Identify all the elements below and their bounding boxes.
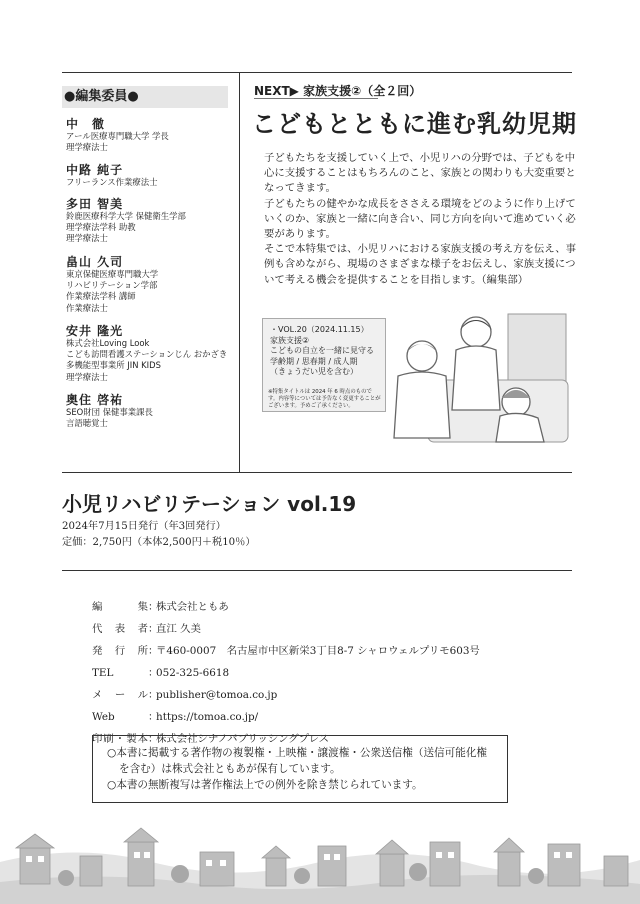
member-5 — [66, 324, 238, 383]
top-rule — [62, 72, 572, 73]
volume-line: こどもの自立を一緒に見守る — [270, 346, 374, 356]
colophon — [92, 596, 480, 750]
colophon-label: 編集 — [92, 601, 148, 613]
volume-line: 学齢期 / 思春期 / 成人期 — [270, 356, 358, 366]
description-paragraph: そこで本特集では、小児リハにおける家族支援の考え方を伝え、事例も含めながら、現場のさまざまな様子をお伝えし、家族支援について考える機会を提供することを目指します。（編集部） — [264, 243, 577, 286]
colophon-value[interactable]: publisher@tomoa.co.jp — [156, 689, 278, 701]
member-affiliation: 多機能型事業所 JIN KIDS — [66, 360, 161, 371]
issue-date: 2024年7月15日発行（年3回発行） — [62, 521, 226, 532]
member-affiliation: 作業療法学科 講師 — [66, 291, 136, 302]
colophon-value: 直江 久美 — [156, 623, 201, 635]
member-affiliation: 作業療法士 — [66, 302, 108, 313]
member-affiliation: こども訪問看護ステーションじん おかざき — [66, 349, 228, 360]
editorial-committee-header: ●編集委員● — [62, 86, 228, 108]
member-6 — [66, 393, 238, 429]
member-affiliation: リハビリテーション学部 — [66, 280, 158, 291]
colophon-label: 代表者 — [92, 623, 148, 635]
member-name: 奥住 啓祐 — [66, 393, 124, 407]
colophon-row-editor: 編集：株式会社ともあ — [92, 596, 480, 618]
notice-item: ○本書に掲載する著作物の複製権・上映権・譲渡権・公衆送信権（送信可能化権を含む）は株式会社ともあが保有しています。 — [107, 747, 488, 775]
member-affiliation: 理学療法学科 助教 — [66, 222, 136, 233]
colophon-row-printer: 印刷・製本：株式会社シナノパブリッシングプレス — [92, 728, 480, 750]
middle-rule — [62, 472, 572, 473]
colophon-value: 052-325-6618 — [156, 667, 230, 679]
member-affiliation: 言語聴覚士 — [66, 418, 108, 429]
colophon-row-publisher: 発行所：〒460-0007 名古屋市中区新栄3丁目8-7 シャロウェルプリモ603号 — [92, 640, 480, 662]
member-affiliation: 東京保健医療専門職大学 — [66, 269, 159, 279]
next-volume-info — [270, 325, 374, 378]
member-name: 中 徹 — [66, 117, 106, 131]
volume-line: 家族支援② — [270, 335, 310, 345]
member-name: 畠山 久司 — [66, 255, 124, 269]
colophon-value: 〒460-0007 名古屋市中区新栄3丁目8-7 シャロウェルプリモ603号 — [156, 645, 480, 657]
member-affiliation: フリーランス作業療法士 — [66, 177, 158, 187]
colophon-row-tel: TEL ：052-325-6618 — [92, 662, 480, 684]
colophon-row-email: メール：publisher@tomoa.co.jp — [92, 684, 480, 706]
book-title: 小児リハビリテーション vol.19 — [62, 492, 357, 516]
next-issue-label: NEXT▶ 家族支援②（全２回） — [254, 84, 422, 98]
issue-info — [62, 519, 256, 550]
next-issue-title: こどもとともに進む乳幼児期 — [252, 110, 577, 138]
colophon-label: メール — [92, 689, 148, 701]
volume-line: （きょうだい児を含む） — [270, 367, 358, 377]
colophon-row-representative: 代表者：直江 久美 — [92, 618, 480, 640]
column-divider — [239, 72, 240, 472]
member-affiliation: 株式会社Loving Look — [66, 338, 150, 348]
townscape-illustration — [0, 822, 640, 904]
member-4 — [66, 255, 238, 314]
member-name: 安井 隆光 — [66, 324, 124, 338]
member-affiliation: 理学療法士 — [66, 371, 108, 382]
price: 定価：2,750円（本体2,500円＋税10％） — [62, 536, 256, 548]
colophon-value[interactable]: https://tomoa.co.jp/ — [156, 711, 259, 723]
family-illustration — [388, 310, 578, 460]
member-3 — [66, 197, 238, 245]
colophon-label: Web — [92, 711, 115, 723]
volume-line: ・VOL.20（2024.11.15） — [270, 325, 369, 334]
copyright-notice — [92, 735, 508, 803]
member-2 — [66, 163, 238, 188]
colophon-value: 株式会社ともあ — [156, 601, 229, 613]
member-name: 多田 智美 — [66, 197, 124, 211]
member-affiliation: アール医療専門職大学 学長 — [66, 131, 169, 141]
member-affiliation: 理学療法士 — [66, 142, 108, 153]
description-paragraph: 子どもたちの健やかな成長をささえる環境をどのように作り上げていくのか、家族と一緒に向き合い、同じ方向を向いて進めていく必要があります。 — [264, 197, 576, 241]
next-label-underline — [254, 98, 378, 99]
member-1 — [66, 117, 238, 153]
colophon-value: 株式会社シナノパブリッシングプレス — [156, 733, 330, 745]
colophon-rule — [62, 570, 572, 571]
next-issue-description — [264, 151, 582, 288]
notice-item: ○本書の無断複写は著作権法上での例外を除き禁じられています。 — [107, 779, 423, 791]
volume-note: ※特集タイトルは 2024 年 6 時点のものです。内容等については予告なく変更することがございます。予めご了承ください。 — [268, 389, 381, 409]
colophon-row-web: Web ：https://tomoa.co.jp/ — [92, 706, 480, 728]
member-affiliation: 理学療法士 — [66, 233, 108, 244]
member-affiliation: SEO財団 保健事業課長 — [66, 407, 153, 417]
description-paragraph: 子どもたちを支援していく上で、小児リハの分野では、子どもを中心に支援することはもちろんのこと、家族との関わりも大変重要となってきます。 — [264, 152, 576, 195]
member-name: 中路 純子 — [66, 163, 124, 177]
colophon-label: 印刷・製本 — [92, 733, 148, 745]
colophon-label: TEL — [92, 667, 114, 679]
colophon-label: 発行所 — [92, 645, 148, 657]
member-affiliation: 鈴鹿医療科学大学 保健衛生学部 — [66, 211, 186, 221]
